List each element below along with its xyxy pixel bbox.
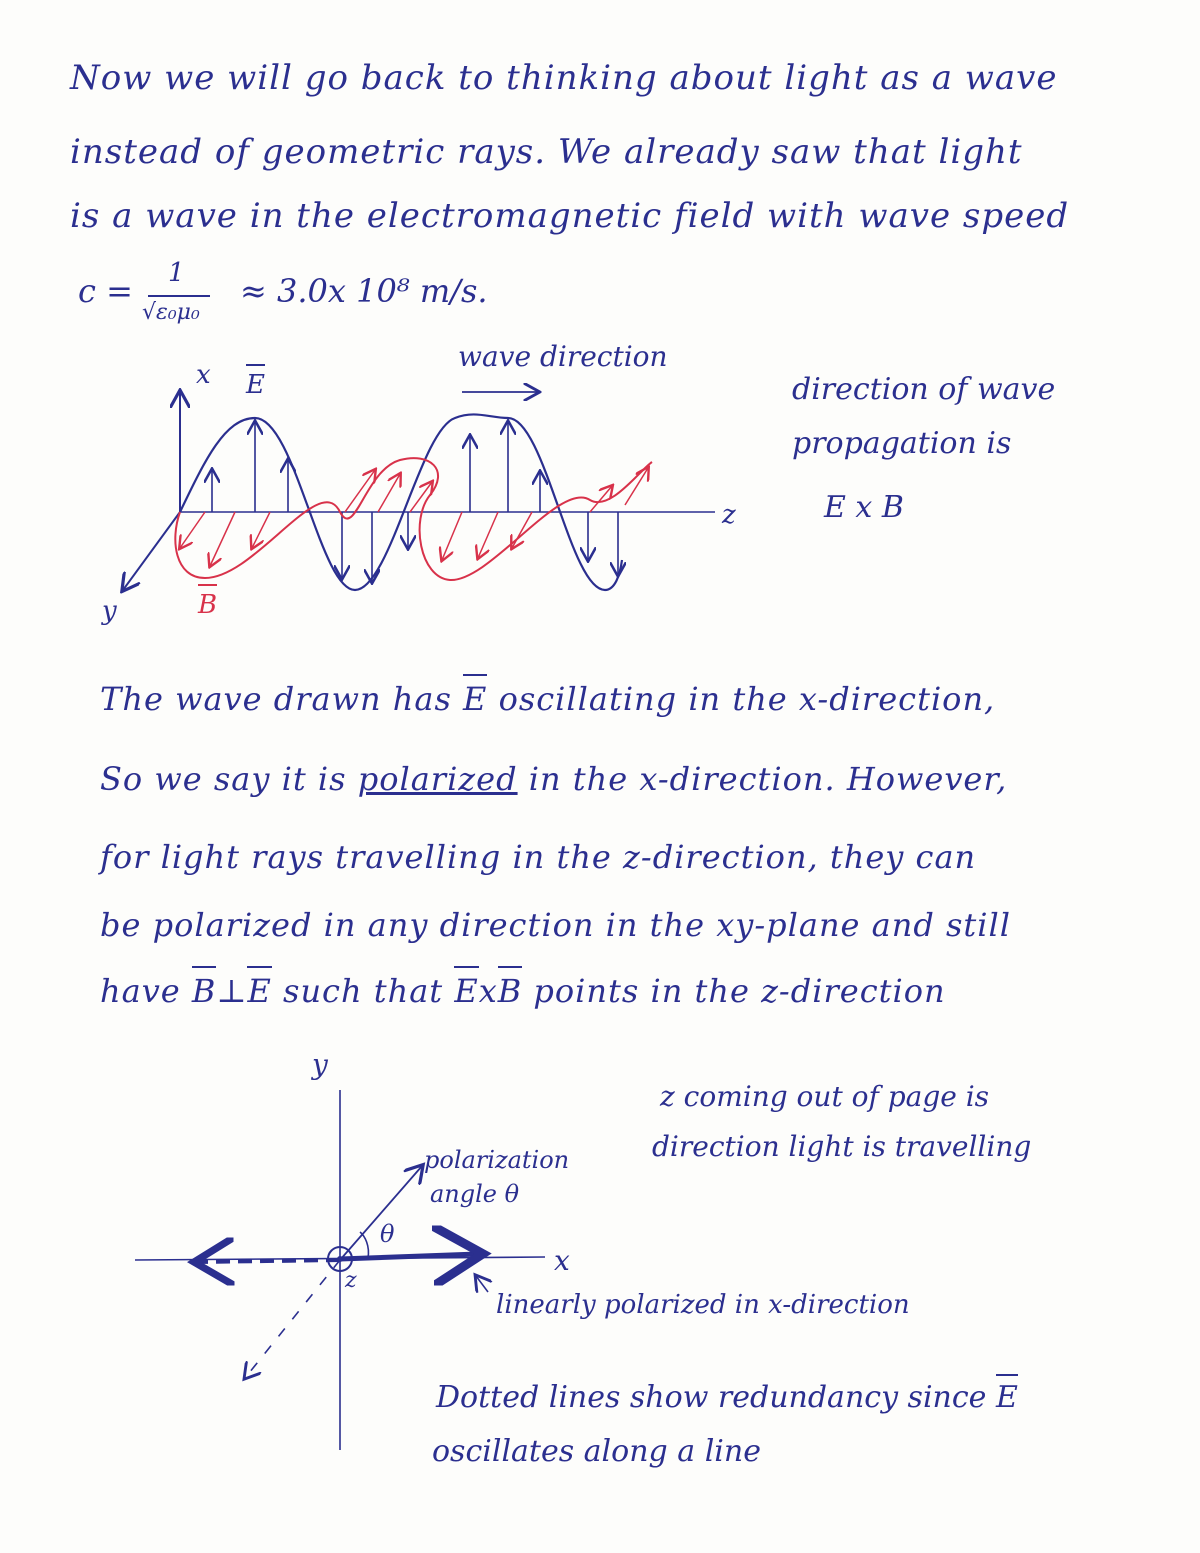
dotted-z-axis — [245, 1260, 340, 1378]
formula-denominator: √ε₀μ₀ — [142, 300, 200, 325]
b-vector-text: B — [198, 590, 218, 620]
dotted-note-2: oscillates along a line — [432, 1434, 761, 1469]
dotted-negative-x — [198, 1260, 340, 1262]
intro-line-3: is a wave in the electromagnetic field with wave speed — [70, 196, 1070, 236]
para2-line-2-b: in the x-direction. However, — [528, 760, 1008, 798]
z-axis-label: z — [722, 500, 736, 530]
para2-line-1-b: oscillating in the x-direction, — [498, 680, 996, 718]
polar-y-label: y — [312, 1048, 328, 1081]
para2-e-vector: E — [463, 680, 488, 718]
polar-x-label: x — [554, 1244, 570, 1277]
formula-speed: ≈ 3.0x 10⁸ m/s. — [240, 272, 488, 310]
para2-line-1-a: The wave drawn has — [100, 680, 452, 718]
propagation-note-3: E x B — [824, 490, 904, 525]
polar-z-label: z — [345, 1268, 357, 1293]
propagation-note-2: propagation is — [792, 426, 1012, 461]
dotted-note-e-vector: E — [995, 1380, 1018, 1415]
para2-line-5-a: have — [100, 972, 181, 1010]
polarized-underlined: polarized — [357, 760, 518, 798]
intro-line-1: Now we will go back to thinking about light as a wave — [70, 58, 1058, 98]
para2-b-vector-1: B — [191, 972, 217, 1010]
para2-e-vector-2: E — [454, 972, 479, 1010]
x-axis-label: x — [196, 360, 211, 390]
perp-symbol: ⊥ — [216, 972, 248, 1010]
para2-b-vector-2: B — [497, 972, 523, 1010]
polarization-angle-label-1: polarization — [424, 1146, 570, 1174]
z-note-1: z coming out of page is — [660, 1080, 990, 1113]
theta-label: θ — [380, 1220, 395, 1248]
formula-numerator: 1 — [168, 258, 185, 288]
linear-pointer-arrow — [476, 1276, 488, 1292]
para2-e-vector-1: E — [247, 972, 272, 1010]
formula-c: c = — [78, 272, 133, 310]
dotted-note-1 — [436, 1380, 1018, 1415]
e-vector-text: E — [246, 370, 265, 400]
para2-line-3: for light rays travelling in the z-direction, they can — [100, 838, 977, 876]
z-note-2: direction light is travelling — [652, 1130, 1032, 1163]
propagation-note-1: direction of wave — [792, 372, 1056, 407]
polarization-angle-label-2: angle θ — [430, 1180, 520, 1208]
para2-line-2-a: So we say it is — [100, 760, 347, 798]
dotted-note-1-text: Dotted lines show redundancy since — [436, 1380, 987, 1415]
para2-line-4: be polarized in any direction in the xy-plane and still — [100, 906, 1011, 944]
origin-dot — [337, 1256, 343, 1262]
y-axis-label: y — [102, 596, 117, 626]
cross-symbol: x — [478, 972, 498, 1010]
intro-line-2: instead of geometric rays. We already saw that light — [70, 132, 1023, 172]
para2-line-5-end: points in the z-direction — [533, 972, 946, 1010]
linear-polarization-label: linearly polarized in x-direction — [496, 1290, 910, 1320]
para2-line-5-mid: such that — [283, 972, 444, 1010]
wave-direction-label: wave direction — [458, 340, 668, 373]
